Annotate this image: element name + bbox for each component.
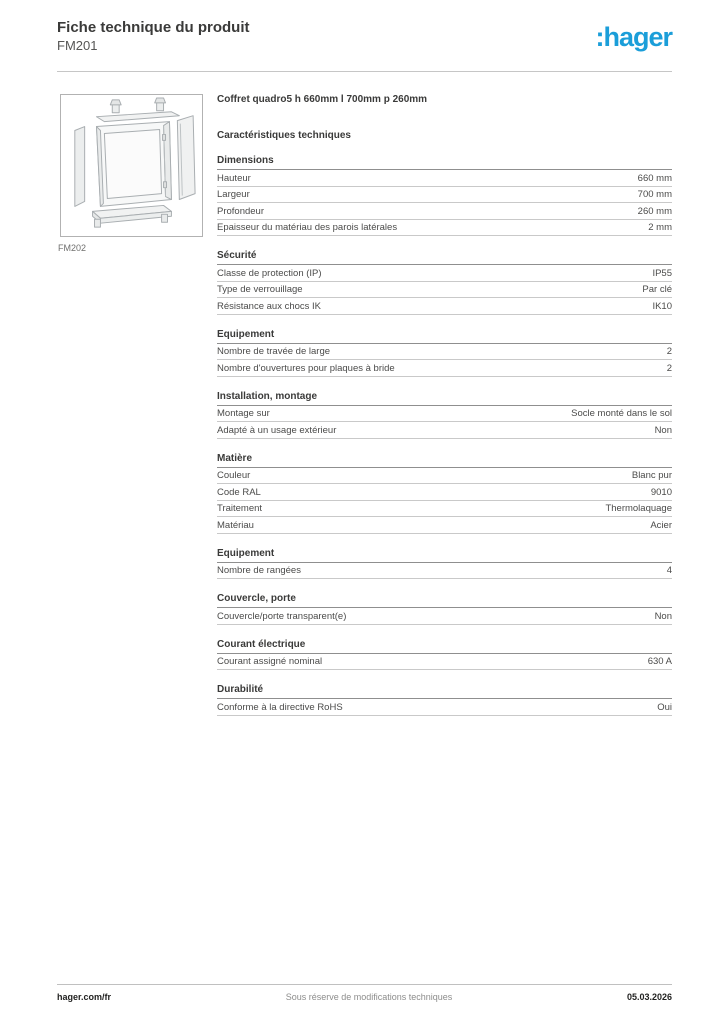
spec-value: 660 mm — [637, 172, 672, 184]
spec-value: 9010 — [650, 486, 672, 498]
spec-label: Nombre de rangées — [217, 565, 301, 576]
spec-value: Oui — [657, 701, 672, 713]
product-reference: FM201 — [57, 38, 98, 53]
spec-row — [217, 203, 672, 220]
spec-row — [217, 608, 672, 625]
footer-website-link[interactable]: hager.com/fr — [57, 992, 112, 1002]
spec-label: Nombre de travée de large — [217, 346, 331, 357]
characteristics-title: Caractéristiques techniques — [217, 130, 351, 141]
spec-section-title: Equipement — [217, 327, 672, 344]
spec-label: Conforme à la directive RoHS — [217, 701, 343, 713]
spec-label: Couvercle/porte transparent(e) — [217, 610, 347, 622]
spec-section — [217, 591, 672, 625]
spec-value: IK10 — [652, 300, 672, 312]
spec-label: Epaisseur du matériau des parois latérales — [217, 222, 398, 233]
spec-row — [217, 517, 672, 534]
specs-column — [217, 94, 672, 728]
spec-value: Blanc pur — [631, 470, 672, 481]
spec-section-title: Courant électrique — [217, 637, 672, 654]
spec-row — [217, 501, 672, 518]
spec-value: 700 mm — [637, 189, 672, 200]
spec-section-rows — [217, 344, 672, 377]
footer-date: 05.03.2026 — [626, 992, 672, 1002]
spec-value: 260 mm — [637, 205, 672, 217]
spec-section-rows — [217, 406, 672, 439]
spec-label: Nombre d'ouvertures pour plaques à bride — [217, 362, 395, 374]
header-titles — [57, 18, 250, 54]
spec-row — [217, 699, 672, 716]
spec-row — [217, 170, 672, 187]
spec-value: 2 — [666, 362, 672, 374]
spec-section-rows — [217, 608, 672, 625]
spec-value: Non — [654, 610, 672, 622]
spec-label: Traitement — [217, 503, 263, 514]
spec-value: Socle monté dans le sol — [571, 408, 672, 419]
spec-section-rows — [217, 265, 672, 315]
spec-row — [217, 468, 672, 485]
spec-label: Matériau — [217, 519, 254, 531]
spec-label: Courant assigné nominal — [217, 656, 323, 667]
spec-value: IP55 — [652, 267, 672, 279]
spec-row — [217, 360, 672, 377]
page-title: Fiche technique du produit — [57, 19, 250, 36]
spec-row — [217, 187, 672, 204]
spec-value: 2 — [666, 346, 672, 357]
spec-row — [217, 298, 672, 315]
hager-logo: :hager — [595, 22, 672, 52]
spec-value: Thermolaquage — [605, 503, 672, 514]
spec-section-title: Matière — [217, 451, 672, 468]
spec-value: Par clé — [642, 284, 672, 295]
spec-label: Code RAL — [217, 486, 261, 498]
spec-section-title: Durabilité — [217, 682, 672, 699]
enclosure-drawing — [61, 95, 202, 236]
spec-value: Acier — [650, 519, 672, 531]
spec-section-title: Equipement — [217, 546, 672, 563]
spec-section — [217, 637, 672, 671]
spec-label: Résistance aux chocs IK — [217, 300, 322, 312]
spec-row — [217, 282, 672, 299]
spec-row — [217, 265, 672, 282]
spec-label: Couleur — [217, 470, 251, 481]
spec-label: Classe de protection (IP) — [217, 267, 322, 279]
footer-disclaimer: Sous réserve de modifications techniques — [285, 992, 453, 1002]
product-name: Coffret quadro5 h 660mm l 700mm p 260mm — [217, 94, 428, 105]
spec-row — [217, 484, 672, 501]
spec-row — [217, 563, 672, 580]
spec-section — [217, 389, 672, 439]
spec-section — [217, 546, 672, 580]
spec-section-title: Couvercle, porte — [217, 591, 672, 608]
spec-value: Non — [654, 424, 672, 436]
spec-value: 4 — [666, 565, 672, 576]
product-image — [60, 94, 203, 237]
spec-sections — [217, 153, 672, 716]
spec-section-rows — [217, 170, 672, 236]
spec-label: Adapté à un usage extérieur — [217, 424, 337, 436]
image-caption: FM202 — [58, 243, 87, 253]
spec-row — [217, 344, 672, 361]
footer — [57, 992, 672, 1002]
spec-row — [217, 654, 672, 671]
spec-label: Hauteur — [217, 172, 251, 184]
spec-label: Profondeur — [217, 205, 265, 217]
spec-row — [217, 422, 672, 439]
spec-label: Type de verrouillage — [217, 284, 303, 295]
spec-section — [217, 153, 672, 236]
footer-divider — [57, 984, 672, 985]
spec-section-title: Installation, montage — [217, 389, 672, 406]
spec-row — [217, 220, 672, 237]
spec-value: 2 mm — [648, 222, 672, 233]
spec-section — [217, 451, 672, 534]
spec-section — [217, 248, 672, 315]
spec-section-rows — [217, 654, 672, 671]
spec-section-rows — [217, 563, 672, 580]
spec-section — [217, 327, 672, 377]
spec-value: 630 A — [647, 656, 672, 667]
spec-section-title: Sécurité — [217, 248, 672, 265]
spec-section — [217, 682, 672, 716]
header-divider — [57, 71, 672, 72]
spec-section-title: Dimensions — [217, 153, 672, 170]
spec-label: Largeur — [217, 189, 250, 200]
spec-section-rows — [217, 468, 672, 534]
spec-label: Montage sur — [217, 408, 270, 419]
spec-section-rows — [217, 699, 672, 716]
spec-row — [217, 406, 672, 423]
header — [57, 18, 672, 54]
